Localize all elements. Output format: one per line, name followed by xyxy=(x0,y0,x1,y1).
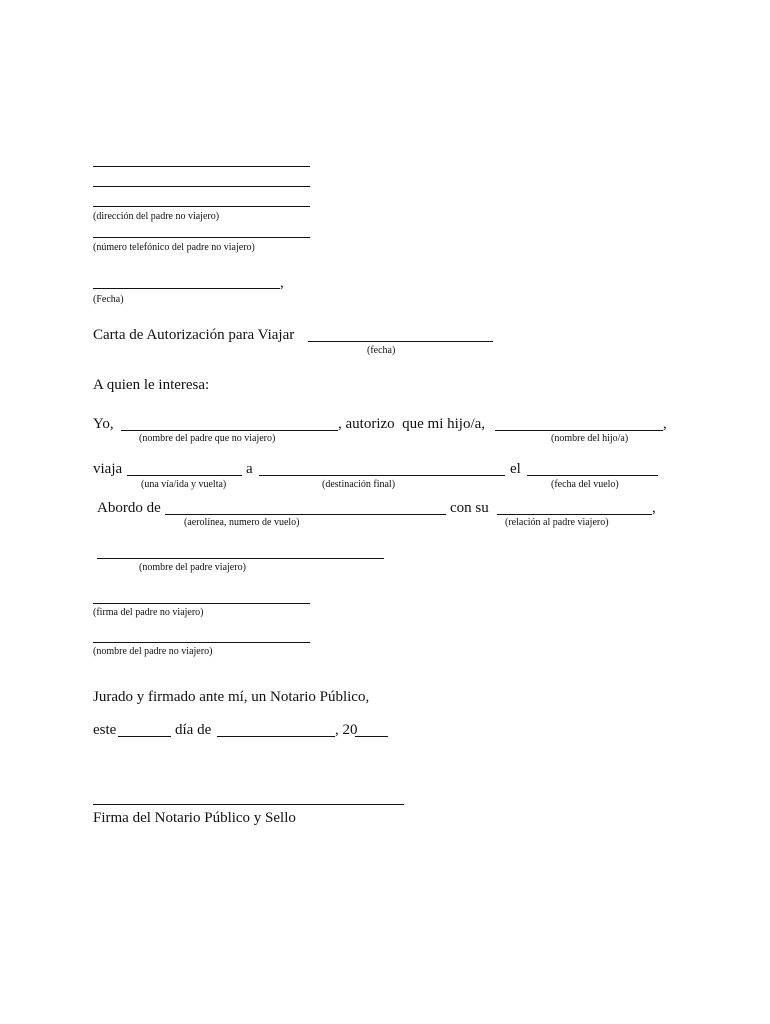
destination-line[interactable] xyxy=(259,475,505,476)
trip-type-caption: (una vía/ida y vuelta) xyxy=(141,479,227,490)
date-caption: (Fecha) xyxy=(93,294,124,305)
year-prefix: , 20 xyxy=(335,722,358,738)
line1-end-comma: , xyxy=(663,416,667,432)
address-line-1[interactable] xyxy=(93,166,310,167)
relation-caption: (relación al padre viajero) xyxy=(505,517,609,528)
dia-de-label: día de xyxy=(175,722,212,738)
address-line-2[interactable] xyxy=(93,186,310,187)
name-caption: (nombre del padre no viajero) xyxy=(93,646,213,657)
month-line[interactable] xyxy=(217,736,335,737)
phone-caption: (número telefónico del padre no viajero) xyxy=(93,242,255,253)
address-caption: (dirección del padre no viajero) xyxy=(93,211,220,222)
autorizo-text: , autorizo que mi hijo/a, xyxy=(338,416,486,432)
non-traveling-parent-name-line[interactable] xyxy=(121,430,338,431)
title-date-line[interactable] xyxy=(308,341,493,342)
flight-date-line[interactable] xyxy=(527,475,658,476)
salutation: A quien le interesa: xyxy=(93,377,210,393)
non-traveling-parent-name-line-2[interactable] xyxy=(93,642,310,643)
traveling-parent-name-line[interactable] xyxy=(97,558,384,559)
airline-flight-line[interactable] xyxy=(165,514,446,515)
signature-caption: (firma del padre no viajero) xyxy=(93,607,204,618)
date-comma: , xyxy=(280,275,284,291)
line3-end-comma: , xyxy=(652,500,656,516)
address-line-3[interactable] xyxy=(93,206,310,207)
letter-title: Carta de Autorización para Viajar xyxy=(93,327,295,343)
phone-line[interactable] xyxy=(93,237,310,238)
consu-label: con su xyxy=(450,500,489,516)
flight-date-caption: (fecha del vuelo) xyxy=(551,479,619,490)
trip-type-line[interactable] xyxy=(127,475,242,476)
airline-flight-caption: (aerolínea, numero de vuelo) xyxy=(184,517,300,528)
notary-signature-line[interactable] xyxy=(93,804,404,805)
yo-label: Yo, xyxy=(93,416,114,432)
title-date-caption: (fecha) xyxy=(367,345,396,356)
child-name-caption: (nombre del hijo/a) xyxy=(551,433,629,444)
non-traveling-parent-signature-line[interactable] xyxy=(93,603,310,604)
day-line[interactable] xyxy=(118,736,171,737)
abordo-label: Abordo de xyxy=(97,500,161,516)
destination-caption: (destinación final) xyxy=(322,479,396,490)
notary-signature-caption: Firma del Notario Público y Sello xyxy=(93,810,296,826)
el-label: el xyxy=(510,461,521,477)
viaja-label: viaja xyxy=(93,461,123,477)
date-line[interactable] xyxy=(93,288,280,289)
year-line[interactable] xyxy=(355,736,388,737)
traveling-parent-caption: (nombre del padre viajero) xyxy=(139,562,246,573)
a-label: a xyxy=(246,461,253,477)
este-label: este xyxy=(93,722,117,738)
non-traveling-parent-caption: (nombre del padre que no viajero) xyxy=(139,433,276,444)
relation-line[interactable] xyxy=(497,514,652,515)
child-name-line[interactable] xyxy=(495,430,663,431)
sworn-statement: Jurado y firmado ante mí, un Notario Público, xyxy=(93,689,370,705)
